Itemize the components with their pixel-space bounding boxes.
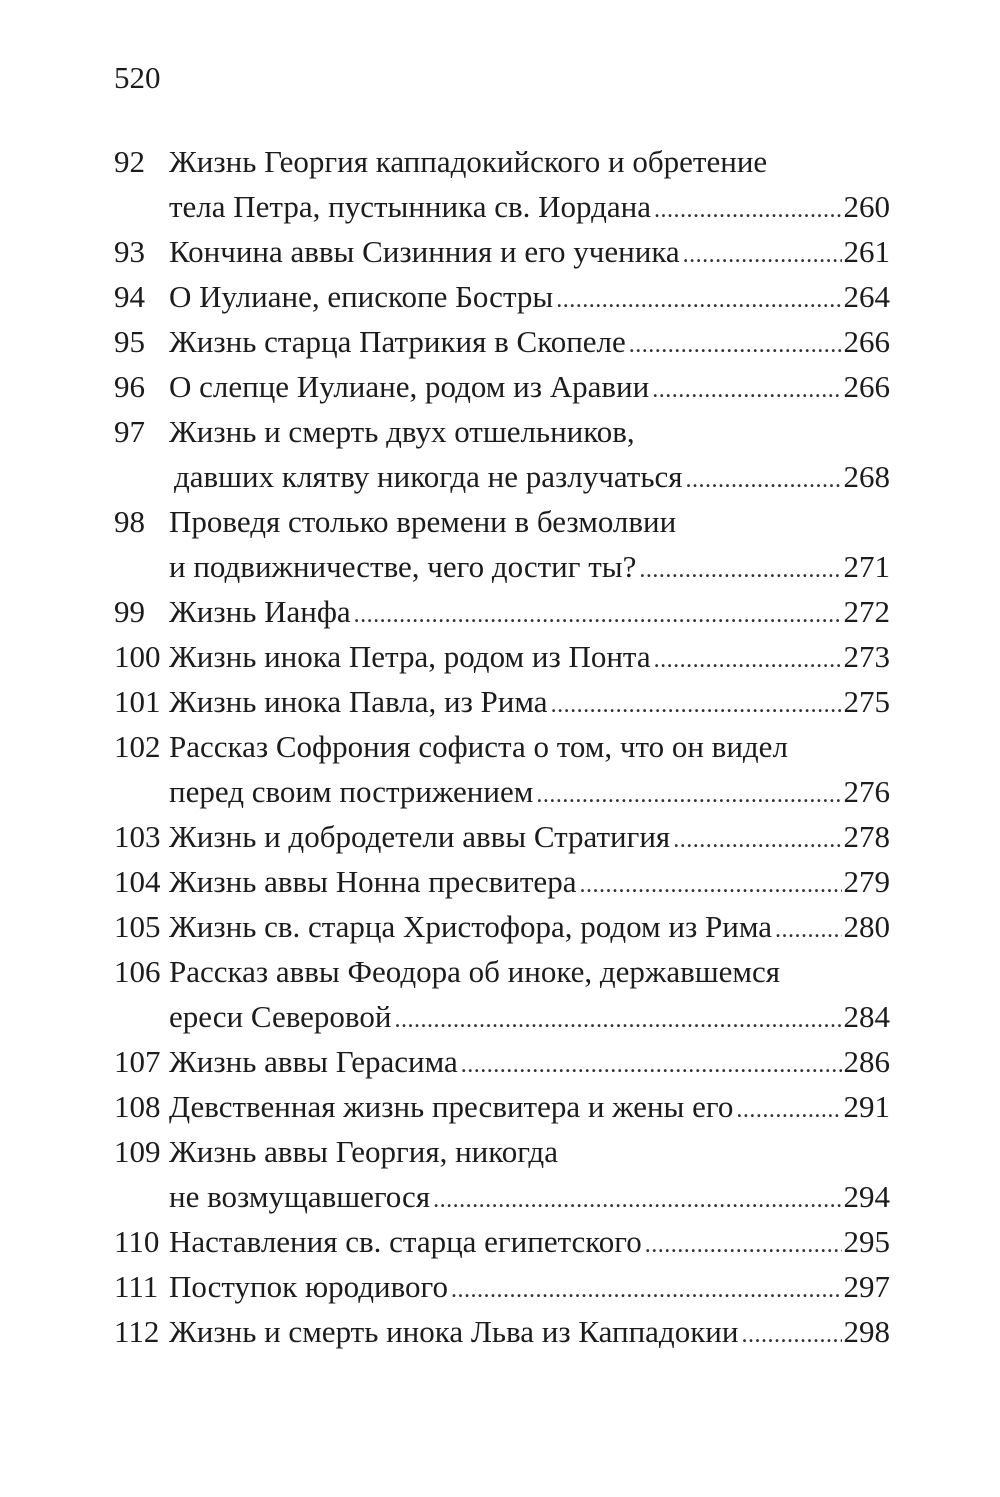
toc-entry-line: [0, 409, 1000, 454]
entry-title: О слепце Иулиане, родом из Аравии: [169, 369, 650, 404]
entry-page-number: 297: [843, 1269, 890, 1304]
entry-page-number: 279: [843, 864, 890, 899]
entry-number: 93: [114, 234, 145, 269]
toc-entry: [0, 679, 1000, 724]
dot-leader: [451, 1268, 842, 1313]
entry-title: Жизнь Георгия каппадокийского и обретение: [169, 144, 768, 179]
entry-title: Жизнь и добродетели аввы Стратигия: [169, 819, 671, 854]
toc-entry: [0, 409, 1000, 499]
dot-leader: [433, 1178, 841, 1223]
toc-entry-line: [0, 319, 1000, 364]
entry-title: Жизнь аввы Нонна пресвитера: [169, 864, 577, 899]
toc-entry-line: [0, 1174, 1000, 1219]
entry-page-number: 276: [843, 774, 890, 809]
dot-leader: [741, 1313, 841, 1358]
toc-entry: [0, 634, 1000, 679]
entry-title: Девственная жизнь пресвитера и жены его: [169, 1089, 734, 1124]
dot-leader: [736, 1088, 841, 1133]
dot-leader: [775, 908, 842, 953]
toc-entry: [0, 499, 1000, 589]
page-number: 520: [114, 60, 161, 95]
entry-title-with-page: [169, 184, 890, 233]
entry-number: 100: [114, 639, 161, 674]
dot-leader: [536, 773, 841, 818]
toc-entry-line: [0, 634, 1000, 679]
toc-entry: [0, 589, 1000, 634]
entry-page-number: 272: [843, 594, 890, 629]
dot-leader: [639, 548, 841, 593]
dot-leader: [652, 368, 841, 413]
entry-title-with-page: [169, 1039, 890, 1088]
entry-title: Жизнь инока Петра, родом из Понта: [169, 639, 651, 674]
entry-title-with-page: [169, 229, 890, 278]
entry-title-with-page: [169, 904, 890, 953]
entry-title-with-page: [169, 814, 890, 863]
entry-number: 103: [114, 819, 161, 854]
entry-title: Рассказ Софрония софиста о том, что он видел: [169, 729, 788, 764]
entry-title-with-page: [169, 1264, 890, 1313]
toc-entry: [0, 139, 1000, 229]
entry-page-number: 268: [843, 459, 890, 494]
toc-entry-line: [0, 229, 1000, 274]
entry-number: 101: [114, 684, 161, 719]
toc-entry: [0, 319, 1000, 364]
entry-title: Жизнь инока Павла, из Рима: [169, 684, 548, 719]
entry-number: 102: [114, 729, 161, 764]
dot-leader: [645, 1223, 842, 1268]
toc-entry-line: [0, 904, 1000, 949]
entry-title: Рассказ аввы Феодора об иноке, державшемся: [169, 954, 780, 989]
toc-entry: [0, 1039, 1000, 1084]
entry-title: Жизнь аввы Герасима: [169, 1044, 458, 1079]
entry-title-with-page: [169, 544, 890, 593]
toc-entry-line: [0, 544, 1000, 589]
dot-leader: [461, 1043, 842, 1088]
entry-number: 105: [114, 909, 161, 944]
toc-entry-line: [0, 859, 1000, 904]
entry-title-with-page: [169, 859, 890, 908]
entry-page-number: 284: [843, 999, 890, 1034]
toc-entry-line: [0, 1309, 1000, 1354]
dot-leader: [579, 863, 841, 908]
entry-title-with-page: [169, 1174, 890, 1223]
toc-entry: [0, 229, 1000, 274]
entry-number: 94: [114, 279, 145, 314]
entry-page-number: 260: [843, 189, 890, 224]
toc-entry-line: [0, 589, 1000, 634]
entry-title-with-page: [169, 1219, 890, 1268]
entry-title-continuation: ереси Северовой: [169, 999, 392, 1034]
entry-title: Жизнь и смерть инока Льва из Каппадокии: [169, 1314, 739, 1349]
entry-title-with-page: [169, 364, 890, 413]
entry-page-number: 295: [843, 1224, 890, 1259]
toc-entry-line: [0, 1219, 1000, 1264]
entry-page-number: 275: [843, 684, 890, 719]
dot-leader: [551, 683, 842, 728]
entry-number: 112: [114, 1314, 160, 1349]
toc-entry: [0, 364, 1000, 409]
toc-entry: [0, 724, 1000, 814]
entry-title: Жизнь и смерть двух отшельников,: [169, 414, 635, 449]
dot-leader: [686, 458, 842, 503]
entry-number: 111: [114, 1269, 159, 1304]
toc-entry-line: [0, 454, 1000, 499]
entry-number: 104: [114, 864, 161, 899]
entry-page-number: 286: [843, 1044, 890, 1079]
toc-entry: [0, 274, 1000, 319]
dot-leader: [654, 188, 842, 233]
entry-number: 96: [114, 369, 145, 404]
entry-page-number: 264: [843, 279, 890, 314]
entry-title-with-page: [169, 319, 890, 368]
toc-entry: [0, 1084, 1000, 1129]
entry-title-with-page: [169, 1084, 890, 1133]
entry-title: Жизнь Ианфа: [169, 594, 351, 629]
entry-title-with-page: [169, 994, 890, 1043]
toc-entry: [0, 949, 1000, 1039]
entry-title-continuation: тела Петра, пустынника св. Иордана: [169, 189, 651, 224]
toc-entry-line: [0, 139, 1000, 184]
entry-number: 95: [114, 324, 145, 359]
entry-number: 108: [114, 1089, 161, 1124]
entry-number: 99: [114, 594, 145, 629]
entry-number: 109: [114, 1134, 161, 1169]
entry-title-with-page: [169, 274, 890, 323]
toc-entry: [0, 1219, 1000, 1264]
dot-leader: [354, 593, 842, 638]
toc-entry-line: [0, 994, 1000, 1039]
toc-entry: [0, 859, 1000, 904]
toc-entry-line: [0, 814, 1000, 859]
entry-number: 92: [114, 144, 145, 179]
entry-page-number: 266: [843, 324, 890, 359]
toc-entry-line: [0, 499, 1000, 544]
entry-title-with-page: [174, 454, 890, 503]
toc-entry: [0, 1264, 1000, 1309]
toc-entry-line: [0, 1129, 1000, 1174]
entry-page-number: 291: [843, 1089, 890, 1124]
entry-page-number: 261: [843, 234, 890, 269]
entry-title: Жизнь св. старца Христофора, родом из Рима: [169, 909, 772, 944]
toc-entry: [0, 1129, 1000, 1219]
dot-leader: [394, 998, 841, 1043]
entry-title-with-page: [169, 679, 890, 728]
toc-entry-line: [0, 1039, 1000, 1084]
entry-page-number: 278: [843, 819, 890, 854]
entry-title-with-page: [169, 769, 890, 818]
entry-title: Жизнь старца Патрикия в Скопеле: [169, 324, 626, 359]
toc-entry-line: [0, 679, 1000, 724]
table-of-contents: [0, 139, 1000, 1354]
entry-title-continuation: и подвижничестве, чего достиг ты?: [169, 549, 637, 584]
entry-number: 107: [114, 1044, 161, 1079]
entry-title-with-page: [169, 1309, 890, 1358]
toc-entry-line: [0, 1264, 1000, 1309]
toc-entry: [0, 1309, 1000, 1354]
dot-leader: [673, 818, 841, 863]
toc-entry: [0, 814, 1000, 859]
entry-page-number: 271: [843, 549, 890, 584]
entry-title: О Иулиане, епископе Бостры: [169, 279, 554, 314]
entry-number: 98: [114, 504, 145, 539]
toc-entry-line: [0, 184, 1000, 229]
dot-leader: [629, 323, 842, 368]
entry-number: 110: [114, 1224, 160, 1259]
entry-number: 97: [114, 414, 145, 449]
toc-entry: [0, 904, 1000, 949]
entry-title-with-page: [169, 634, 890, 683]
toc-entry-line: [0, 1084, 1000, 1129]
toc-entry-line: [0, 769, 1000, 814]
entry-page-number: 266: [843, 369, 890, 404]
entry-title: Поступок юродивого: [169, 1269, 448, 1304]
entry-title-continuation: давших клятву никогда не разлучаться: [174, 459, 683, 494]
entry-title-continuation: не возмущавшегося: [169, 1179, 431, 1214]
entry-title: Жизнь аввы Георгия, никогда: [169, 1134, 558, 1169]
dot-leader: [556, 278, 841, 323]
entry-title: Наставления св. старца египетского: [169, 1224, 642, 1259]
toc-entry-line: [0, 274, 1000, 319]
entry-page-number: 294: [843, 1179, 890, 1214]
toc-entry-line: [0, 724, 1000, 769]
dot-leader: [683, 233, 842, 278]
entry-title: Проведя столько времени в безмолвии: [169, 504, 677, 539]
entry-title-continuation: перед своим пострижением: [169, 774, 534, 809]
entry-title: Кончина аввы Сизинния и его ученика: [169, 234, 680, 269]
entry-page-number: 298: [843, 1314, 890, 1349]
entry-title-with-page: [169, 589, 890, 638]
entry-number: 106: [114, 954, 161, 989]
entry-page-number: 280: [843, 909, 890, 944]
dot-leader: [654, 638, 842, 683]
entry-page-number: 273: [843, 639, 890, 674]
toc-entry-line: [0, 364, 1000, 409]
toc-entry-line: [0, 949, 1000, 994]
